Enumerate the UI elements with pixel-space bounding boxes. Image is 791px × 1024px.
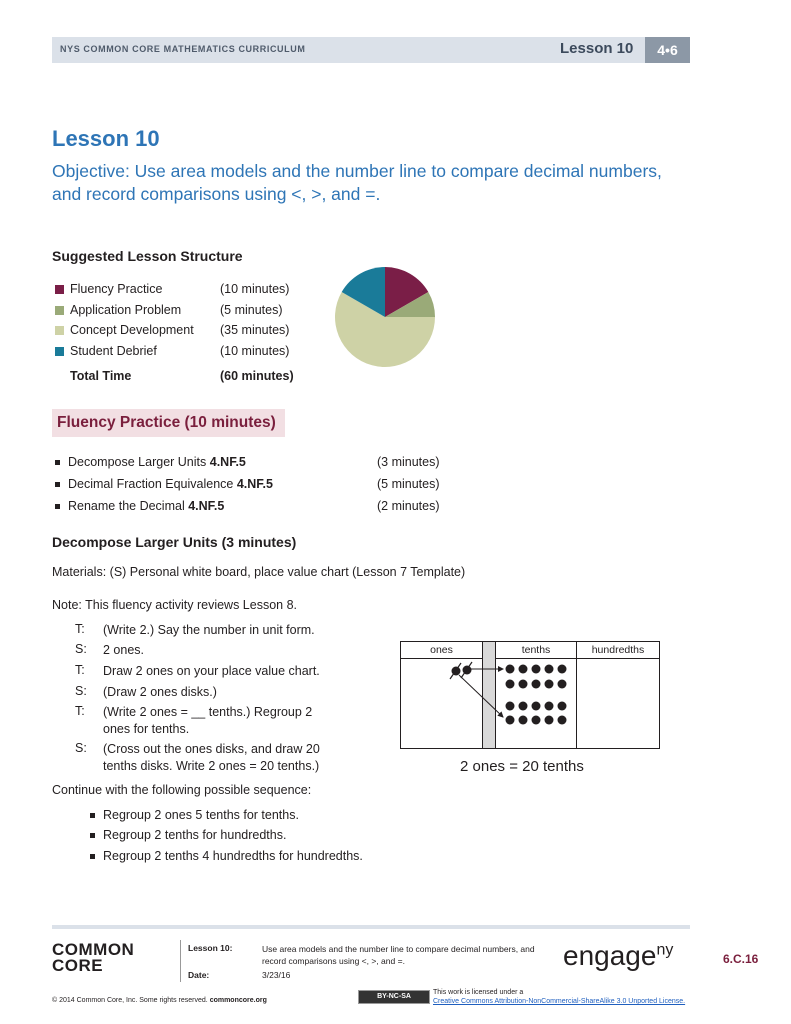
tenths-disk (532, 716, 541, 725)
engageny-logo: engage$^{ny}$ (563, 940, 674, 971)
curriculum-label: NYS COMMON CORE MATHEMATICS CURRICULUM (60, 44, 306, 54)
sequence-text: Regroup 2 tenths 4 hundredths for hundredths. (103, 849, 363, 863)
pv-header-hundredths: hundredths (577, 642, 659, 659)
legend-swatch (55, 347, 64, 356)
pv-disks (401, 659, 659, 747)
objective: Objective: Use area models and the number line to compare decimal numbers, and record comparisons using <, >, and =. (52, 161, 662, 204)
dialogue-text: 2 ones. (103, 643, 145, 657)
lesson-structure-pie (334, 266, 436, 368)
legend-swatch (55, 306, 64, 315)
continue-text: Continue with the following possible sequence: (52, 783, 312, 797)
fluency-item-text: Rename the Decimal (68, 499, 185, 513)
pv-caption: 2 ones = 20 tenths (460, 758, 584, 775)
dialogue-text: (Write 2 ones = __ tenths.) Regroup 2 ones for tenths. (103, 705, 313, 736)
bullet (55, 482, 60, 487)
fluency-item-standard: 4.NF.5 (188, 499, 225, 513)
page-code: 6.C.16 (723, 952, 759, 966)
tenths-disk (519, 702, 528, 711)
pv-header-tenths: tenths (496, 642, 576, 659)
fluency-item-text: Decimal Fraction Equivalence (68, 477, 234, 491)
structure-item-label: Concept Development (70, 323, 194, 337)
tenths-disk (558, 665, 567, 674)
fluency-item-minutes: (5 minutes) (377, 477, 440, 491)
sequence-text: Regroup 2 ones 5 tenths for tenths. (103, 808, 299, 822)
total-time-label: Total Time (70, 369, 132, 383)
tenths-disk (519, 680, 528, 689)
fluency-item-standard: 4.NF.5 (236, 477, 273, 491)
cc-license-badge: BY-NC-SA (358, 990, 430, 1004)
sequence-text: Regroup 2 tenths for hundredths. (103, 828, 287, 842)
speaker: T: (75, 622, 85, 636)
grade-module-badge: 4•6 (645, 37, 690, 63)
tenths-disk (558, 702, 567, 711)
license-link[interactable]: Creative Commons Attribution-NonCommercial-ShareAlike 3.0 Unported License. (433, 998, 686, 1005)
license-line-1: This work is licensed under a (433, 989, 524, 996)
tenths-disk (558, 716, 567, 725)
bullet (55, 460, 60, 465)
speaker: S: (75, 642, 87, 656)
tenths-disk (545, 702, 554, 711)
lesson-title: Lesson 10 (52, 126, 160, 151)
speaker: S: (75, 684, 87, 698)
footer-divider (180, 940, 181, 982)
structure-item-minutes: (35 minutes) (220, 323, 290, 337)
bullet (90, 833, 95, 838)
footer-rule (52, 925, 690, 929)
header-lesson: Lesson 10 (560, 40, 634, 57)
footer-date: 3/23/16 (262, 970, 291, 980)
place-value-chart (400, 641, 660, 749)
tenths-disk (545, 716, 554, 725)
bullet (90, 813, 95, 818)
tenths-disks-group (506, 665, 567, 725)
dialogue-text: (Draw 2 ones disks.) (103, 685, 217, 699)
tenths-disk (519, 665, 528, 674)
dialogue-text: Draw 2 ones on your place value chart. (103, 664, 320, 678)
tenths-disk (506, 680, 515, 689)
structure-item-minutes: (5 minutes) (220, 303, 283, 317)
speaker: T: (75, 663, 85, 677)
fluency-item-standard: 4.NF.5 (209, 455, 246, 469)
structure-item-label: Application Problem (70, 303, 182, 317)
materials: Materials: (S) Personal white board, place value chart (Lesson 7 Template) (52, 565, 466, 579)
footer-lesson-text: Use area models and the number line to compare decimal numbers, and record comparisons using <, >, and =. (262, 944, 535, 966)
footer-date-label: Date: (188, 970, 210, 980)
structure-item-label: Fluency Practice (70, 282, 163, 296)
speaker: T: (75, 704, 85, 718)
tenths-disk (532, 680, 541, 689)
tenths-disk (545, 665, 554, 674)
legend-swatch (55, 326, 64, 335)
footer-lesson-label: Lesson 10: (188, 943, 233, 953)
fluency-heading: Fluency Practice (10 minutes) (57, 414, 276, 431)
tenths-disk (506, 716, 515, 725)
fluency-item-minutes: (3 minutes) (377, 455, 440, 469)
tenths-disk (532, 702, 541, 711)
structure-item-minutes: (10 minutes) (220, 282, 290, 296)
dialogue-text: (Cross out the ones disks, and draw 20 tenths disks. Write 2 ones = 20 tenths.) (103, 742, 320, 773)
common-core-logo: COMMON CORE (52, 940, 135, 975)
tenths-disk (519, 716, 528, 725)
bullet (55, 504, 60, 509)
tenths-disk (558, 680, 567, 689)
tenths-disk (545, 680, 554, 689)
speaker: S: (75, 741, 87, 755)
total-time-minutes: (60 minutes) (220, 369, 294, 383)
fluency-item-text: Decompose Larger Units (68, 455, 207, 469)
legend-swatch (55, 285, 64, 294)
pv-header-ones: ones (401, 642, 482, 659)
tenths-disk (506, 665, 515, 674)
structure-item-label: Student Debrief (70, 344, 157, 358)
structure-title: Suggested Lesson Structure (52, 248, 243, 264)
bullet (90, 854, 95, 859)
decompose-heading: Decompose Larger Units (3 minutes) (52, 534, 297, 550)
dialogue-text: (Write 2.) Say the number in unit form. (103, 623, 315, 637)
structure-item-minutes: (10 minutes) (220, 344, 290, 358)
copyright: © 2014 Common Core, Inc. Some rights reserved. commoncore.org (52, 997, 267, 1004)
tenths-disk (506, 702, 515, 711)
note: Note: This fluency activity reviews Lesson 8. (52, 598, 298, 612)
tenths-disk (532, 665, 541, 674)
fluency-item-minutes: (2 minutes) (377, 499, 440, 513)
